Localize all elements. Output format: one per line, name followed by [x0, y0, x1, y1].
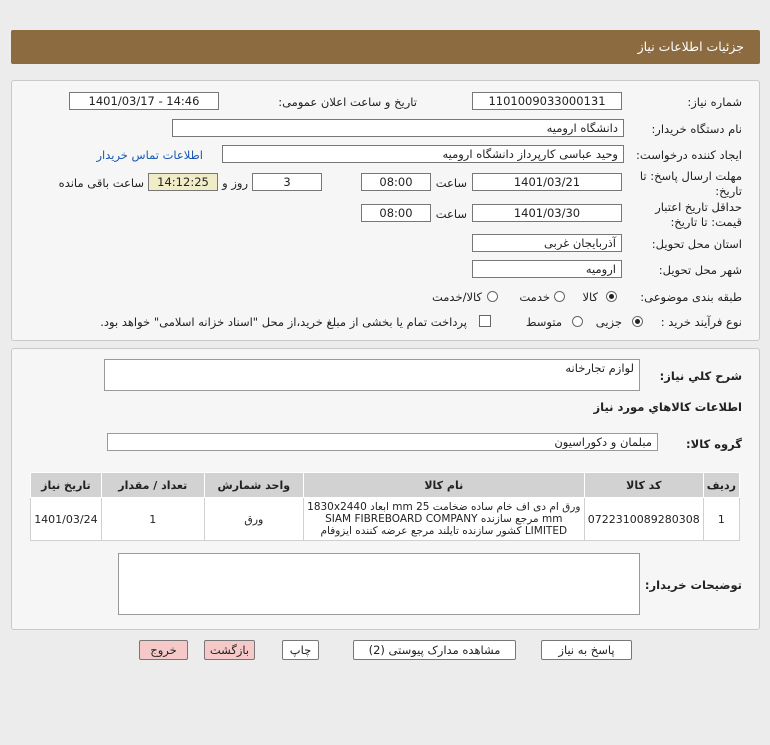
- category-label: طبقه بندی موضوعی:: [640, 290, 742, 304]
- treasury-payment-checkbox[interactable]: [479, 315, 491, 327]
- cell-qty: 1: [101, 498, 204, 541]
- deadline-time-field: 08:00: [361, 173, 431, 191]
- deadline-date-field: 1401/03/21: [472, 173, 622, 191]
- page-title: جزئیات اطلاعات نیاز: [637, 39, 744, 54]
- need-number-label: شماره نیاز:: [687, 95, 742, 109]
- announce-field: 1401/03/17 - 14:46: [69, 92, 219, 110]
- validity-date-field: 1401/03/30: [472, 204, 622, 222]
- category-radio-service[interactable]: [554, 291, 565, 302]
- days-label: روز و: [222, 176, 248, 190]
- category-option-goods-service: کالا/خدمت: [431, 290, 482, 304]
- header-code: کد کالا: [584, 473, 703, 498]
- cell-code: 0722310089280308: [584, 498, 703, 541]
- print-button[interactable]: چاپ: [282, 640, 319, 660]
- process-label: نوع فرآیند خرید :: [660, 315, 742, 329]
- validity-time-field: 08:00: [361, 204, 431, 222]
- buyer-notes-field: [118, 553, 640, 615]
- general-desc-field: لوازم تجارخانه: [104, 359, 640, 391]
- buyer-org-field: دانشگاه ارومیه: [172, 119, 624, 137]
- header-qty: تعداد / مقدار: [101, 473, 204, 498]
- deadline-label: مهلت ارسال پاسخ: تا: [639, 169, 742, 183]
- reply-button[interactable]: پاسخ به نیاز: [541, 640, 632, 660]
- province-field: آذربایجان غربی: [472, 234, 622, 252]
- buyer-org-label: نام دستگاه خریدار:: [651, 122, 742, 136]
- view-attachments-button[interactable]: مشاهده مدارک پیوستی (2): [353, 640, 516, 660]
- general-desc-label: شرح کلي نياز:: [659, 369, 742, 383]
- need-number-field: 1101009033000131: [472, 92, 622, 110]
- process-radio-minor[interactable]: [632, 316, 643, 327]
- buyer-notes-label: توضیحات خریدار:: [644, 578, 742, 592]
- table-header-row: [31, 473, 740, 498]
- items-table: [30, 472, 740, 541]
- table-row: [31, 498, 740, 541]
- remaining-label: ساعت باقی مانده: [58, 176, 144, 190]
- process-radio-medium[interactable]: [572, 316, 583, 327]
- province-label: استان محل تحویل:: [651, 237, 742, 251]
- creator-field: وحید عباسی کارپرداز دانشگاه ارومیه: [222, 145, 624, 163]
- process-option-medium: متوسط: [525, 315, 562, 329]
- category-option-service: خدمت: [519, 290, 550, 304]
- header-index: ردیف: [703, 473, 739, 498]
- deadline-label-date: تاریخ:: [715, 184, 742, 198]
- header-date: تاریخ نیاز: [31, 473, 102, 498]
- goods-group-field: مبلمان و دکوراسیون: [107, 433, 658, 451]
- process-option-minor: جزیی: [595, 315, 622, 329]
- category-radio-goods[interactable]: [606, 291, 617, 302]
- remaining-time-field: 14:12:25: [148, 173, 218, 191]
- goods-info-title: اطلاعات کالاهاي مورد نياز: [593, 400, 742, 414]
- category-option-goods: کالا: [582, 290, 598, 304]
- treasury-payment-note: پرداخت تمام یا بخشی از مبلغ خرید،از محل "اسناد خزانه اسلامی" خواهد بود.: [100, 315, 467, 329]
- cell-date: 1401/03/24: [31, 498, 102, 541]
- page-title-bar: [11, 30, 760, 64]
- category-radio-goods-service[interactable]: [487, 291, 498, 302]
- cell-index: 1: [703, 498, 739, 541]
- validity-time-label: ساعت: [435, 207, 467, 221]
- city-field: ارومیه: [472, 260, 622, 278]
- cell-name: ورق ام دی اف خام ساده ضخامت 25 mm ابعاد 1830x2440 mm مرجع سازنده SIAM FIBREBOARD COMPANY LIMITED کشور سازنده تایلند مرجع عرضه کننده ایزوفام: [303, 498, 584, 541]
- validity-label: حداقل تاریخ اعتبار: [655, 200, 742, 214]
- exit-button[interactable]: خروج: [139, 640, 188, 660]
- header-name: نام کالا: [303, 473, 584, 498]
- creator-label: ایجاد کننده درخواست:: [636, 148, 742, 162]
- header-unit: واحد شمارش: [204, 473, 303, 498]
- back-button[interactable]: بازگشت: [204, 640, 255, 660]
- goods-group-label: گروه کالا:: [686, 437, 742, 451]
- days-field: 3: [252, 173, 322, 191]
- announce-label: تاریخ و ساعت اعلان عمومی:: [278, 95, 417, 109]
- contact-buyer-link[interactable]: اطلاعات تماس خریدار: [96, 148, 203, 162]
- city-label: شهر محل تحویل:: [658, 263, 742, 277]
- validity-label-date: قیمت: تا تاریخ:: [670, 215, 742, 229]
- deadline-time-label: ساعت: [435, 176, 467, 190]
- cell-unit: ورق: [204, 498, 303, 541]
